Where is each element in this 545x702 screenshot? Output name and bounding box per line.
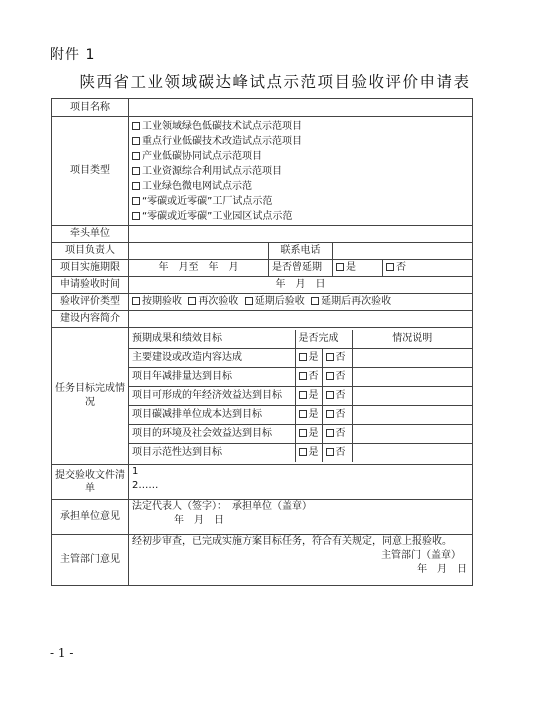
extended-label: 是否曾延期 [269, 260, 333, 277]
submit-item: 1 [132, 466, 139, 477]
goal-label: 项目年减排量达到目标 [129, 368, 295, 387]
type-option[interactable]: 工业领域绿色低碳技术试点示范项目 [132, 119, 469, 134]
type-option[interactable]: “零碳或近零碳”工业园区试点示范 [132, 209, 469, 224]
goal-label: 项目可形成的年经济效益达到目标 [129, 387, 295, 406]
checkbox-icon [326, 448, 334, 456]
checkbox-icon [132, 122, 140, 130]
checkbox-icon [311, 297, 319, 305]
period-label: 项目实施期限 [52, 260, 129, 277]
goal-header: 预期成果和绩效目标 [129, 330, 295, 349]
submit-docs-label: 提交验收文件清单 [52, 465, 129, 500]
eval-option[interactable]: 再次验收 [188, 296, 238, 307]
submit-item: 2…… [132, 480, 159, 491]
goal-opt1[interactable]: 否 [295, 368, 322, 387]
checkbox-icon [132, 182, 140, 190]
checkbox-icon [326, 410, 334, 418]
row-eval-type [52, 294, 473, 311]
phone-value[interactable] [333, 243, 473, 260]
extended-no[interactable]: 否 [383, 260, 473, 277]
row-construction [52, 311, 473, 328]
goal-label: 项目碳减排单位成本达到目标 [129, 406, 295, 425]
project-name-value[interactable] [129, 99, 473, 117]
goal-note[interactable] [352, 444, 472, 463]
row-project-type [52, 117, 473, 226]
lead-unit-label: 牵头单位 [52, 226, 129, 243]
task-goal-label: 任务目标完成情况 [52, 328, 129, 465]
application-form [51, 98, 473, 586]
period-value[interactable]: 年 月至 年 月 [129, 260, 269, 277]
row-apply-time [52, 277, 473, 294]
goal-row [129, 387, 472, 406]
checkbox-icon [386, 263, 394, 271]
goal-opt1[interactable]: 是 [295, 425, 322, 444]
type-option[interactable]: 工业绿色微电网试点示范 [132, 179, 469, 194]
goal-header: 情况说明 [352, 330, 472, 349]
checkbox-icon [299, 448, 307, 456]
row-project-name [52, 99, 473, 117]
row-period [52, 260, 473, 277]
construction-value[interactable] [129, 311, 473, 328]
undertaker-sign-line: 法定代表人（签字）： 承担单位（盖章） [132, 501, 312, 512]
goal-note[interactable] [352, 368, 472, 387]
row-submit-docs [52, 465, 473, 500]
checkbox-icon [132, 152, 140, 160]
goal-opt2[interactable]: 否 [322, 349, 352, 368]
row-task-goal [52, 328, 473, 465]
undertaker-opinion[interactable] [129, 500, 473, 535]
authority-date: 年 月 日 [417, 564, 468, 575]
goal-opt2[interactable]: 否 [322, 368, 352, 387]
goal-opt2[interactable]: 否 [322, 425, 352, 444]
checkbox-icon [326, 372, 334, 380]
checkbox-icon [188, 297, 196, 305]
checkbox-icon [299, 372, 307, 380]
row-undertaker [52, 500, 473, 535]
leader-value[interactable] [129, 243, 269, 260]
checkbox-icon [132, 197, 140, 205]
project-name-label: 项目名称 [52, 99, 129, 117]
form-title: 陕西省工业领域碳达峰试点示范项目验收评价申请表 [79, 73, 471, 91]
goal-note[interactable] [352, 406, 472, 425]
checkbox-icon [245, 297, 253, 305]
checkbox-icon [299, 391, 307, 399]
eval-option[interactable]: 延期后验收 [245, 296, 305, 307]
goal-opt2[interactable]: 否 [322, 406, 352, 425]
goal-label: 主要建设或改造内容达成 [129, 349, 295, 368]
goal-note[interactable] [352, 387, 472, 406]
checkbox-icon [132, 167, 140, 175]
lead-unit-value[interactable] [129, 226, 473, 243]
undertaker-label: 承担单位意见 [52, 500, 129, 535]
project-type-label: 项目类型 [52, 117, 129, 226]
eval-type-label: 验收评价类型 [52, 294, 129, 311]
authority-stamp: 主管部门（盖章） [381, 550, 462, 561]
checkbox-icon [132, 297, 140, 305]
apply-time-label: 申请验收时间 [52, 277, 129, 294]
type-option[interactable]: 产业低碳协同试点示范项目 [132, 149, 469, 164]
goal-opt2[interactable]: 否 [322, 387, 352, 406]
eval-option[interactable]: 延期后再次验收 [311, 296, 391, 307]
submit-docs-list[interactable] [129, 465, 473, 500]
checkbox-icon [299, 429, 307, 437]
checkbox-icon [299, 410, 307, 418]
authority-text: 经初步审查，已完成实施方案目标任务，符合有关规定，同意上报验收。 [132, 536, 452, 547]
checkbox-icon [132, 212, 140, 220]
type-option[interactable]: 重点行业低碳技术改造试点示范项目 [132, 134, 469, 149]
goal-header: 是否完成 [295, 330, 352, 349]
extended-yes[interactable]: 是 [333, 260, 383, 277]
checkbox-icon [326, 391, 334, 399]
row-leader [52, 243, 473, 260]
goal-label: 项目的环境及社会效益达到目标 [129, 425, 295, 444]
phone-label: 联系电话 [269, 243, 333, 260]
goal-label: 项目示范性达到目标 [129, 444, 295, 463]
checkbox-icon [299, 353, 307, 361]
authority-opinion[interactable] [129, 535, 473, 586]
goal-row [129, 444, 472, 463]
goal-row [129, 349, 472, 368]
eval-type-options [129, 294, 473, 311]
row-authority [52, 535, 473, 586]
goal-table [129, 330, 472, 462]
goal-opt1[interactable]: 是 [295, 387, 322, 406]
goal-note[interactable] [352, 349, 472, 368]
goal-opt1[interactable]: 是 [295, 444, 322, 463]
goal-header-row [129, 330, 472, 349]
goal-opt2[interactable]: 否 [322, 444, 352, 463]
goal-row [129, 368, 472, 387]
goal-cell [129, 328, 473, 465]
authority-label: 主管部门意见 [52, 535, 129, 586]
eval-option[interactable]: 按期验收 [132, 296, 182, 307]
apply-time-value[interactable]: 年 月 日 [129, 277, 473, 294]
construction-label: 建设内容简介 [52, 311, 129, 328]
goal-opt1[interactable]: 是 [295, 406, 322, 425]
checkbox-icon [132, 137, 140, 145]
goal-note[interactable] [352, 425, 472, 444]
goal-row [129, 406, 472, 425]
checkbox-icon [326, 353, 334, 361]
page-number: - 1 - [50, 646, 74, 660]
undertaker-date: 年 月 日 [174, 515, 224, 526]
leader-label: 项目负责人 [52, 243, 129, 260]
row-lead-unit [52, 226, 473, 243]
goal-opt1[interactable]: 是 [295, 349, 322, 368]
checkbox-icon [336, 263, 344, 271]
goal-row [129, 425, 472, 444]
type-option[interactable]: “零碳或近零碳”工厂试点示范 [132, 194, 469, 209]
checkbox-icon [326, 429, 334, 437]
annex-label: 附件 1 [50, 47, 96, 63]
project-type-options [129, 117, 473, 226]
type-option[interactable]: 工业资源综合利用试点示范项目 [132, 164, 469, 179]
